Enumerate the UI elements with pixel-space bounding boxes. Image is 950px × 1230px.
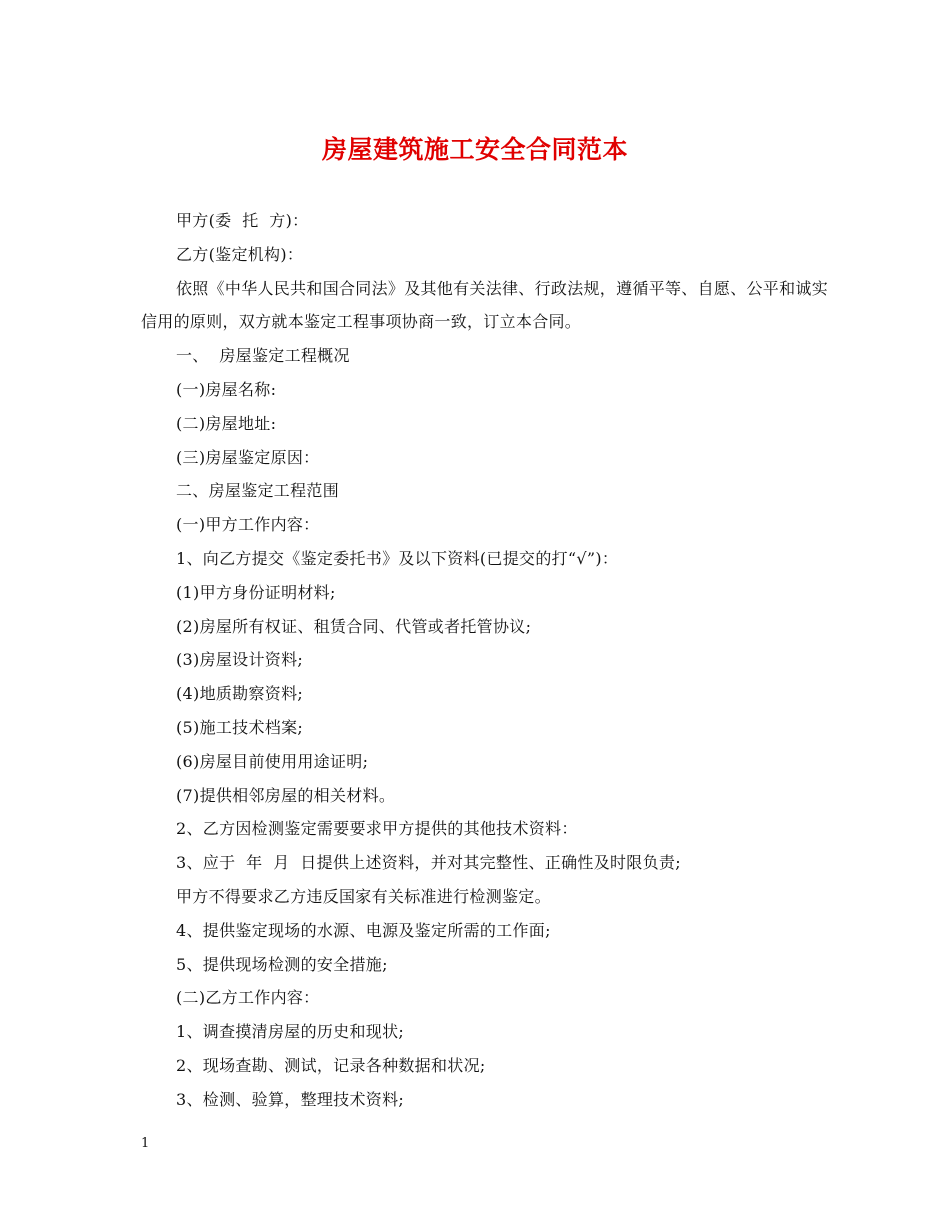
list-item: 3、应于 年 月 日提供上述资料，并对其完整性、正确性及时限负责; (176, 853, 681, 873)
document-title: 房屋建筑施工安全合同范本 (321, 135, 628, 164)
list-item: (5)施工技术档案; (176, 717, 304, 737)
paragraph-house-address: (二)房屋地址: (176, 413, 277, 433)
list-item: 4、提供鉴定现场的水源、电源及鉴定所需的工作面; (176, 920, 551, 940)
page-number: 1 (141, 1136, 150, 1151)
list-item: (2)房屋所有权证、租赁合同、代管或者托管协议; (176, 616, 532, 636)
section-heading-scope: 二、房屋鉴定工程范围 (176, 481, 340, 501)
paragraph-appraisal-reason: (三)房屋鉴定原因： (176, 447, 320, 467)
list-item: 2、现场查勘、测试，记录各种数据和状况; (176, 1055, 486, 1075)
paragraph-house-name: (一)房屋名称: (176, 379, 277, 399)
subsection-party-a-work: (一)甲方工作内容： (176, 515, 320, 535)
paragraph-preamble: 依照《中华人民共和国合同法》及其他有关法律、行政法规，遵循平等、自愿、公平和诚实信用的原则，双方就本鉴定工程事项协商一致，订立本合同。 (141, 278, 829, 332)
paragraph-party-b: 乙方(鉴定机构)： (176, 244, 304, 264)
list-item: 2、乙方因检测鉴定需要要求甲方提供的其他技术资料： (176, 819, 578, 839)
document-body (141, 204, 831, 1117)
list-item: 1、向乙方提交《鉴定委托书》及以下资料(已提交的打“√”)： (176, 548, 619, 568)
list-item: 5、提供现场检测的安全措施; (176, 954, 388, 974)
section-heading-overview: 一、 房屋鉴定工程概况 (176, 346, 350, 366)
list-item: (7)提供相邻房屋的相关材料。 (176, 785, 396, 805)
list-item: 3、检测、验算，整理技术资料; (176, 1089, 405, 1109)
paragraph-party-a: 甲方(委 托 方)： (176, 211, 309, 230)
list-item: (3)房屋设计资料; (176, 650, 304, 670)
list-item: 甲方不得要求乙方违反国家有关标准进行检测鉴定。 (176, 886, 551, 906)
list-item: (6)房屋目前使用用途证明; (176, 751, 369, 771)
list-item: 1、调查摸清房屋的历史和现状; (176, 1022, 405, 1042)
list-item: (1)甲方身份证明材料; (176, 582, 336, 602)
list-item: (4)地质勘察资料; (176, 684, 304, 704)
subsection-party-b-work: (二)乙方工作内容： (176, 988, 320, 1008)
